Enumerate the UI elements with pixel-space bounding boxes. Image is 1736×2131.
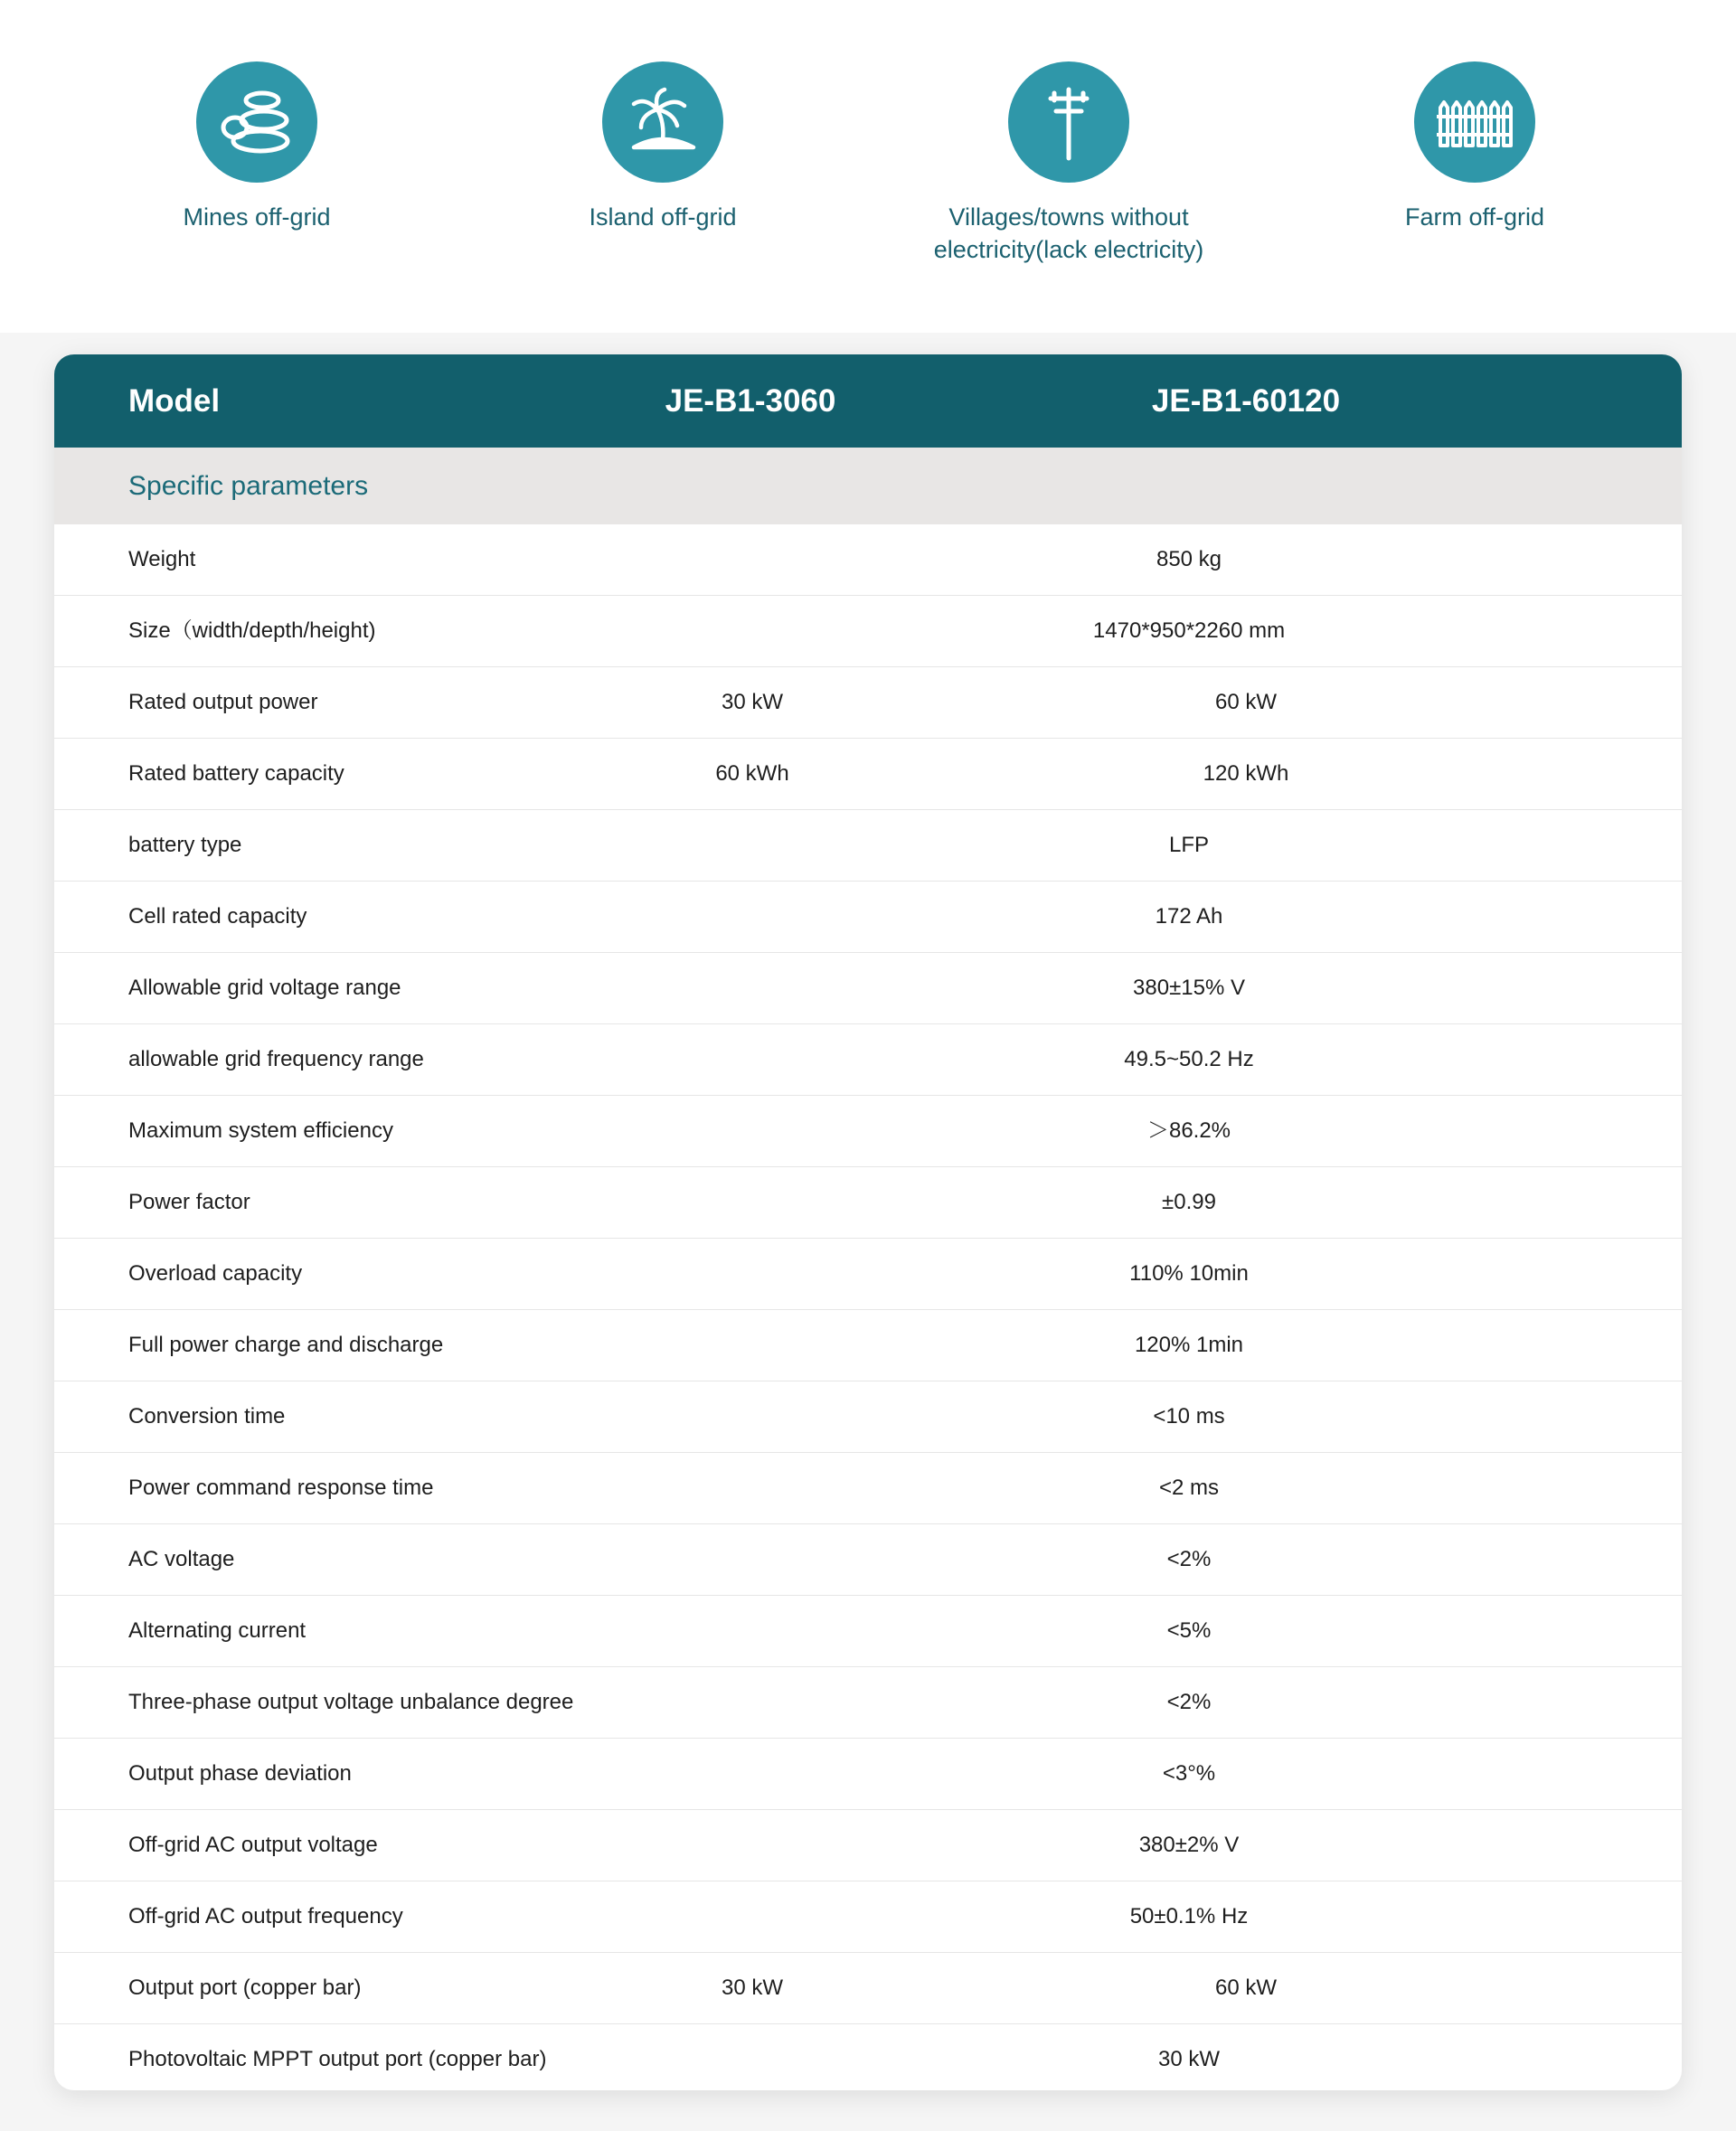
row-label: Output phase deviation (128, 1761, 352, 1786)
row-label: Overload capacity (128, 1261, 303, 1286)
table-row (54, 667, 1682, 739)
stones-icon (196, 61, 317, 183)
row-label: Rated output power (128, 690, 318, 714)
app-island (473, 61, 853, 233)
island-palm-icon (602, 61, 723, 183)
table-row (54, 739, 1682, 810)
row-value-model-2: 60 kW (1214, 690, 1277, 714)
app-farm (1285, 61, 1665, 233)
section-title-row (54, 448, 1682, 524)
row-value: 30 kW (1157, 2047, 1220, 2071)
table-body (54, 524, 1682, 2090)
table-row (54, 1167, 1682, 1239)
table-row (54, 1739, 1682, 1810)
header-model-2: JE-B1-60120 (1151, 383, 1341, 419)
section-title: Specific parameters (128, 471, 369, 501)
table-row (54, 1024, 1682, 1096)
table-row (54, 953, 1682, 1024)
table-row (54, 1310, 1682, 1381)
row-label: Photovoltaic MPPT output port (copper bar) (128, 2047, 547, 2071)
app-label: Island off-grid (589, 203, 737, 231)
table-row (54, 1381, 1682, 1453)
row-label: Cell rated capacity (128, 904, 307, 929)
row-value: ±0.99 (1162, 1190, 1216, 1214)
row-label: Power factor (128, 1190, 250, 1214)
row-label: Size（width/depth/height) (128, 618, 376, 643)
row-label: allowable grid frequency range (128, 1047, 424, 1071)
row-value: 110% 10min (1129, 1261, 1249, 1286)
app-label: Farm off-grid (1404, 203, 1545, 231)
row-label: Off-grid AC output frequency (128, 1904, 403, 1928)
row-label: Full power charge and discharge (128, 1333, 444, 1357)
row-value: 380±2% V (1138, 1833, 1240, 1857)
row-value-model-2: 120 kWh (1203, 761, 1289, 786)
row-value-model-1: 30 kW (721, 1975, 783, 2000)
row-value-model-1: 30 kW (721, 690, 783, 714)
table-row (54, 596, 1682, 667)
row-value-model-1: 60 kWh (715, 761, 789, 786)
row-value: 850 kg (1156, 547, 1222, 571)
table-row (54, 1453, 1682, 1524)
row-label: Output port (copper bar) (128, 1975, 362, 2000)
app-villages (879, 61, 1259, 266)
row-label: battery type (128, 833, 242, 857)
header-model-1: JE-B1-3060 (665, 383, 836, 419)
row-label: Power command response time (128, 1476, 434, 1500)
row-label: Alternating current (128, 1618, 307, 1643)
row-label: Three-phase output voltage unbalance degree (128, 1690, 574, 1714)
table-row (54, 1239, 1682, 1310)
row-value: LFP (1168, 833, 1209, 857)
fence-icon (1414, 61, 1535, 183)
table-header (54, 354, 1682, 448)
table-row (54, 1881, 1682, 1953)
table-row (54, 810, 1682, 882)
table-row (54, 1524, 1682, 1596)
table-row (54, 1096, 1682, 1167)
table-row (54, 882, 1682, 953)
row-value: <2 ms (1158, 1476, 1220, 1500)
row-label: Off-grid AC output voltage (128, 1833, 378, 1857)
row-value: <2% (1166, 1690, 1212, 1714)
row-value-model-2: 60 kW (1214, 1975, 1277, 2000)
row-label: AC voltage (128, 1547, 235, 1571)
row-value: 50±0.1% Hz (1129, 1904, 1249, 1928)
row-value: 120% 1min (1134, 1333, 1244, 1357)
row-value: <10 ms (1153, 1404, 1225, 1429)
header-model: Model (128, 383, 221, 419)
table-row (54, 1953, 1682, 2024)
row-label: Allowable grid voltage range (128, 976, 401, 1000)
app-mines (67, 61, 447, 233)
row-value: ＞86.2% (1146, 1118, 1231, 1143)
row-value: 1470*950*2260 mm (1092, 618, 1286, 643)
table-row (54, 1810, 1682, 1881)
table-row (54, 2024, 1682, 2090)
app-label: Mines off-grid (183, 203, 331, 231)
table-row (54, 1596, 1682, 1667)
row-value: 380±15% V (1133, 976, 1245, 1000)
row-value: <3°% (1162, 1761, 1216, 1786)
row-value: 49.5~50.2 Hz (1124, 1047, 1254, 1071)
row-label: Maximum system efficiency (128, 1118, 393, 1143)
table-row (54, 524, 1682, 596)
application-scenarios (0, 0, 1736, 333)
table-row (54, 1667, 1682, 1739)
app-label: Villages/towns without electricity(lack electricity) (933, 203, 1204, 263)
row-label: Conversion time (128, 1404, 286, 1429)
row-label: Rated battery capacity (128, 761, 344, 786)
row-value: 172 Ah (1155, 904, 1223, 929)
utility-pole-icon (1008, 61, 1129, 183)
row-value: <5% (1166, 1618, 1212, 1643)
row-label: Weight (128, 547, 196, 571)
spec-table (54, 354, 1682, 2090)
row-value: <2% (1166, 1547, 1212, 1571)
